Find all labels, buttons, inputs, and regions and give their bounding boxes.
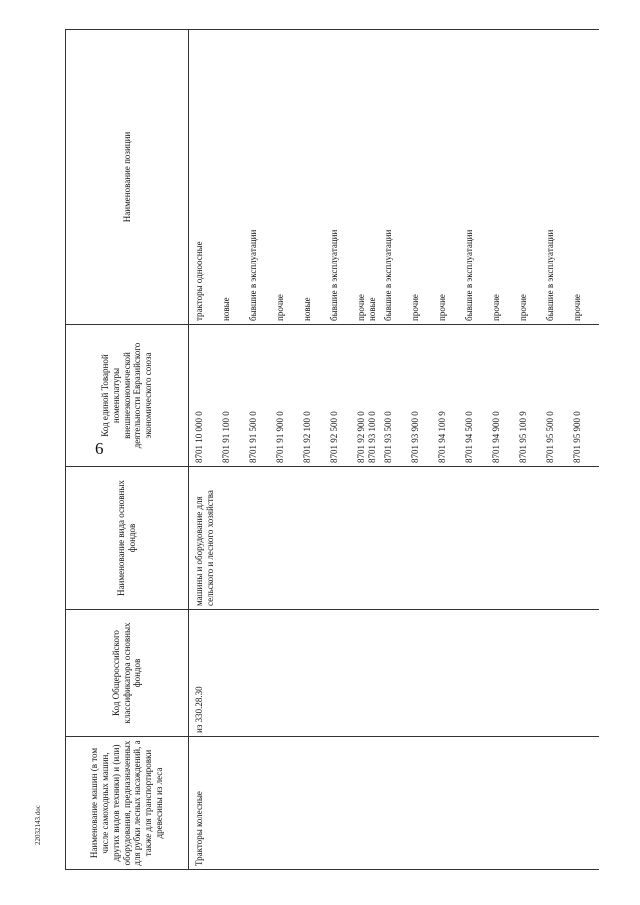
tnved-code: 8701 93 100 0: [366, 411, 377, 463]
tnved-code: 8701 94 100 9: [436, 411, 447, 463]
tnved-code: 8701 94 900 0: [490, 411, 501, 463]
tnved-code: 8701 91 100 0: [221, 411, 231, 463]
tnved-code: 8701 92 500 0: [329, 411, 339, 463]
position-name: бывшие в эксплуатации: [544, 229, 555, 321]
header-machine-name: Наименование машин (в том числе самоходных машин, других видов техники) и (или) оборудования, предназначенных для рубки лесных насаждений, а также для транспортировки древесины из леса: [66, 737, 189, 870]
header-tnved-code: Код единой Товарной номенклатуры внешнеэкономической деятельности Евразийского экономического союза: [66, 325, 189, 467]
document-filename: 22032143.doc: [34, 805, 42, 845]
position-name: новые: [302, 297, 312, 321]
tnved-code: 8701 92 100 0: [302, 411, 312, 463]
position-name: бывшие в эксплуатации: [382, 229, 393, 321]
page-number: 6: [95, 439, 104, 458]
header-fund-type: Наименование вида основных фондов: [66, 467, 189, 610]
position-name: прочие: [275, 294, 285, 321]
tnved-codes-cell: [189, 325, 599, 467]
tnved-code: 8701 95 900 0: [571, 411, 582, 463]
position-name: бывшие в эксплуатации: [329, 229, 339, 321]
position-name: прочие: [409, 294, 420, 321]
position-name: прочие: [436, 294, 447, 321]
table-row: [189, 30, 599, 870]
tnved-code: 8701 93 900 0: [409, 411, 420, 463]
tnved-code: 8701 94 500 0: [463, 411, 474, 463]
rotated-table-area: [65, 30, 595, 870]
position-name: прочие: [517, 294, 528, 321]
okof-code-cell: из 330.28.30: [189, 610, 599, 737]
position-name: бывшие в эксплуатации: [248, 229, 258, 321]
position-name: прочие: [571, 294, 582, 321]
position-name: новые: [366, 297, 377, 321]
header-position-name: Наименование позиции: [66, 30, 189, 325]
header-okof-code: Код Общероссийского классификатора основных фондов: [66, 610, 189, 737]
tnved-code: 8701 95 100 9: [517, 411, 528, 463]
position-name: бывшие в эксплуатации: [463, 229, 474, 321]
tnved-code: 8701 10 000 0: [194, 411, 204, 463]
tnved-code: 8701 92 900 0: [356, 411, 366, 463]
position-name: новые: [221, 297, 231, 321]
tnved-code: 8701 95 500 0: [544, 411, 555, 463]
position-name: прочие: [356, 294, 366, 321]
machine-name-cell: Тракторы колесные: [189, 737, 599, 870]
tnved-code: 8701 93 500 0: [382, 411, 393, 463]
tnved-code: 8701 91 500 0: [248, 411, 258, 463]
tractors-table: [65, 29, 599, 870]
table-header-row: [66, 30, 189, 870]
fund-type-cell: машины и оборудование для сельского и лесного хозяйства: [189, 467, 599, 610]
position-name: прочие: [490, 294, 501, 321]
position-name: тракторы одноосные: [194, 241, 204, 321]
tnved-code: 8701 91 900 0: [275, 411, 285, 463]
position-names-cell: [189, 30, 599, 325]
